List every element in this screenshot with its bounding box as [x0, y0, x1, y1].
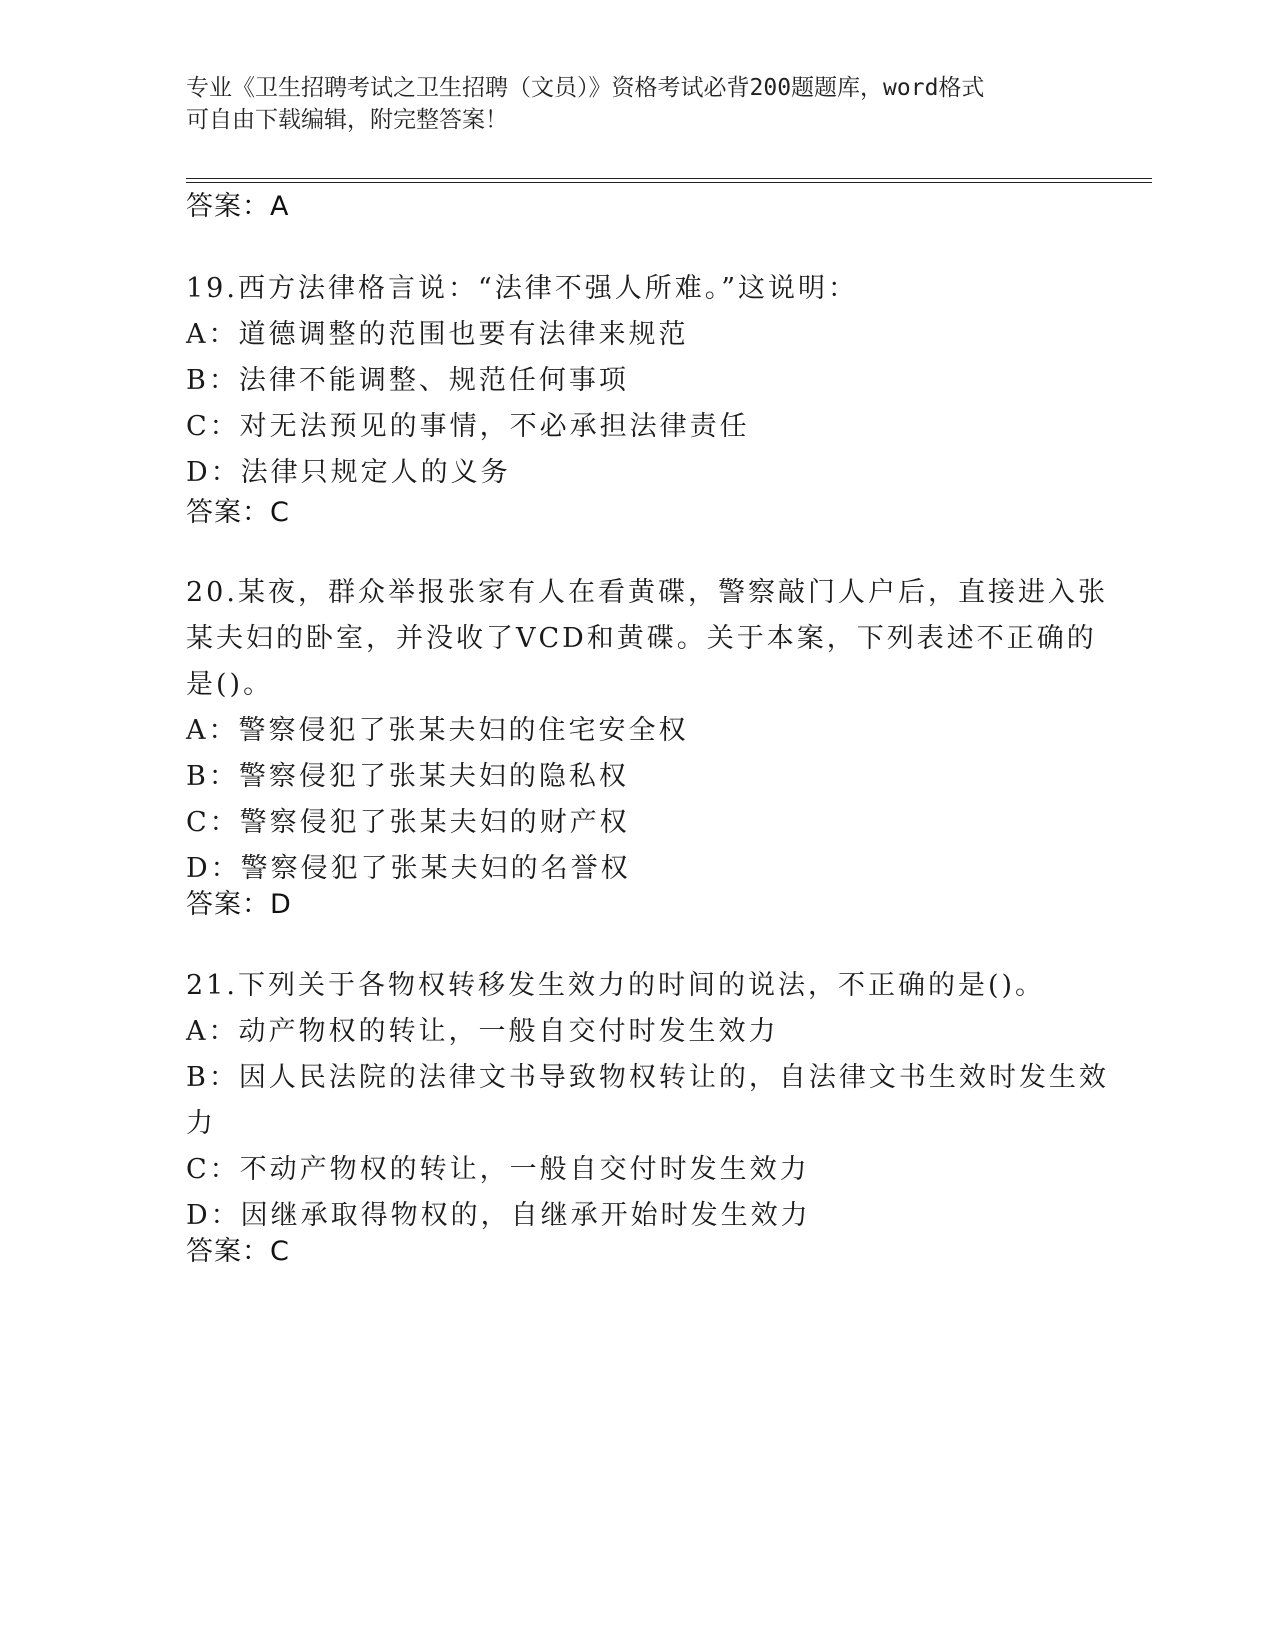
answer-20: 答案：D [186, 889, 292, 920]
question-21 [186, 963, 1109, 1239]
option-c: C：不动产物权的转让，一般自交付时发生效力 [186, 1154, 810, 1185]
previous-answer: 答案：A [186, 191, 290, 222]
option-b: B：法律不能调整、规范任何事项 [186, 365, 629, 396]
option-b-line-1: B：因人民法院的法律文书导致物权转让的，自法律文书生效时发生效 [186, 1062, 1109, 1093]
option-d: D：警察侵犯了张某夫妇的名誉权 [186, 853, 631, 884]
answer-19: 答案：C [186, 497, 290, 528]
option-a: A：动产物权的转让，一般自交付时发生效力 [186, 1016, 779, 1047]
header-line-2: 可自由下载编辑，附完整答案！ [186, 107, 508, 133]
header-line-1: 专业《卫生招聘考试之卫生招聘（文员）》资格考试必背200题题库，word格式 [186, 75, 985, 101]
option-a: A：道德调整的范围也要有法律来规范 [186, 319, 689, 350]
question-stem-line-2: 某夫妇的卧室，并没收了VCD和黄碟。关于本案，下列表述不正确的 [186, 623, 1097, 654]
option-d: D：法律只规定人的义务 [186, 457, 511, 488]
option-a: A：警察侵犯了张某夫妇的住宅安全权 [186, 715, 689, 746]
document-header [186, 72, 1086, 136]
answer-21: 答案：C [186, 1236, 290, 1267]
question-stem-line-1: 20.某夜，群众举报张家有人在看黄碟，警察敲门人户后，直接进入张 [186, 577, 1108, 608]
option-b-line-2: 力 [186, 1108, 216, 1139]
option-c: C：警察侵犯了张某夫妇的财产权 [186, 807, 630, 838]
header-divider-top [186, 178, 1152, 179]
question-stem: 21.下列关于各物权转移发生效力的时间的说法，不正确的是()。 [186, 970, 1046, 1001]
question-19 [186, 266, 1086, 496]
header-divider-bottom [186, 182, 1152, 183]
question-stem-line-3: 是()。 [186, 669, 274, 700]
option-d: D：因继承取得物权的，自继承开始时发生效力 [186, 1200, 811, 1231]
question-stem: 19.西方法律格言说：“法律不强人所难。”这说明： [186, 273, 859, 304]
question-20 [186, 570, 1108, 892]
option-b: B：警察侵犯了张某夫妇的隐私权 [186, 761, 629, 792]
option-c: C：对无法预见的事情，不必承担法律责任 [186, 411, 750, 442]
